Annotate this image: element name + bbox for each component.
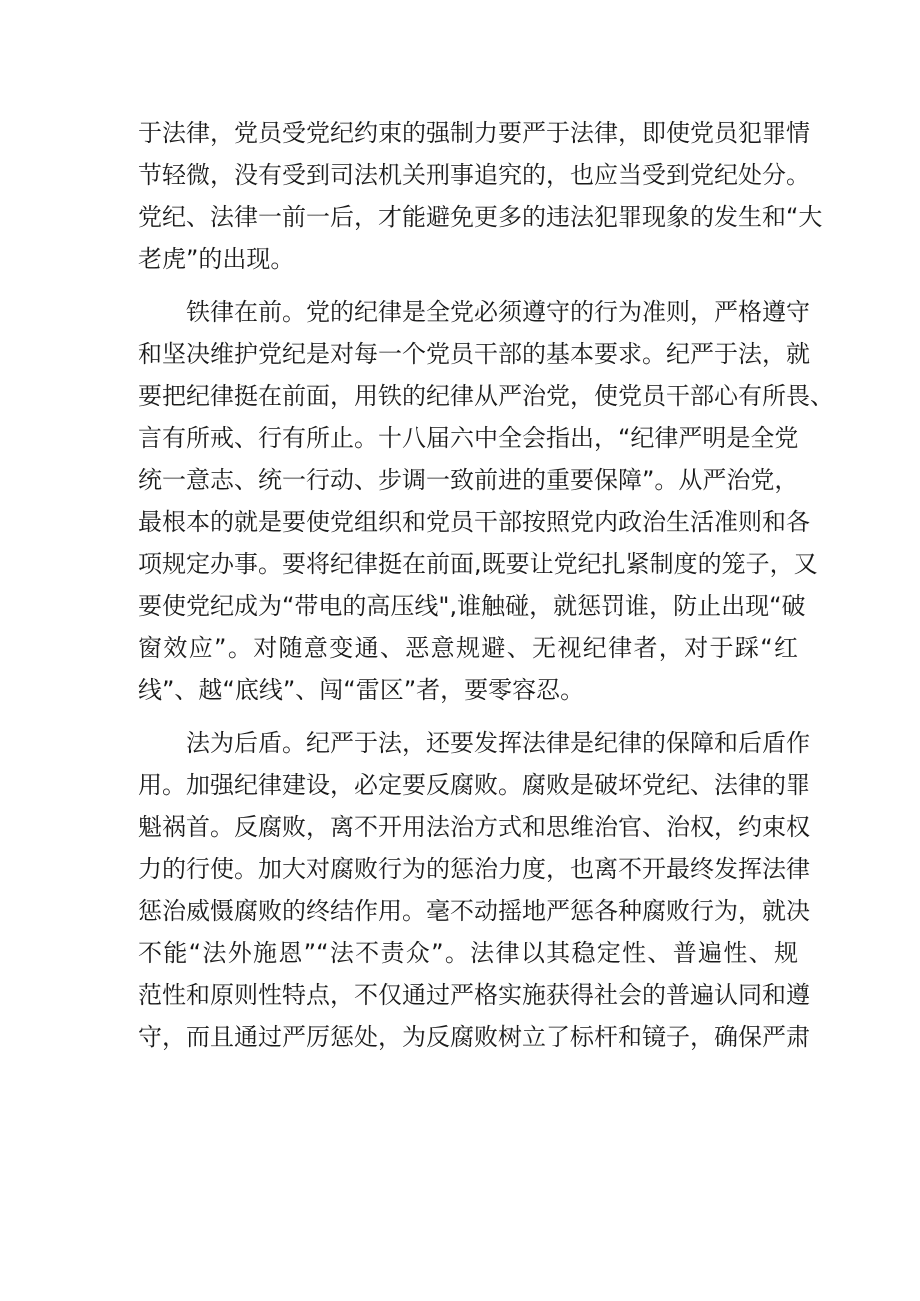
text-line: 力的行使。加大对腐败行为的惩治力度，也离不开最终发挥法律: [138, 855, 810, 883]
text-line: 于法律，党员受党纪约束的强制力要严于法律，即使党员犯罪情: [138, 119, 810, 147]
text-line: 法为后盾。纪严于法，还要发挥法律是纪律的保障和后盾作: [186, 729, 810, 757]
text-line: 范性和原则性特点，不仅通过严格实施获得社会的普遍认同和遵: [138, 981, 810, 1009]
document-body: [138, 112, 834, 1058]
text-line: 党纪、法律一前一后，才能避免更多的违法犯罪现象的发生和“大: [138, 203, 823, 231]
paragraph-gap: [138, 711, 798, 722]
text-line: 铁律在前。党的纪律是全党必须遵守的行为准则，严格遵守: [186, 298, 810, 326]
text-line: 言有所戒、行有所止。十八届六中全会指出，“纪律严明是全党: [138, 424, 799, 452]
text-line: 最根本的就是要使党组织和党员干部按照党内政治生活准则和各: [138, 508, 810, 536]
text-line: 不能“法外施恩”“法不责众”。法律以其稳定性、普遍性、规: [138, 939, 798, 967]
text-line: 用。加强纪律建设，必定要反腐败。腐败是破坏党纪、法律的罪: [138, 771, 810, 799]
text-line: 要把纪律挺在前面，用铁的纪律从严治党，使党员干部心有所畏、: [138, 382, 834, 410]
text-line: 惩治威慑腐败的终结作用。毫不动摇地严惩各种腐败行为，就决: [138, 897, 810, 925]
text-line: 魁祸首。反腐败，离不开用法治方式和思维治官、治权，约束权: [138, 813, 810, 841]
paragraph-gap: [138, 280, 798, 291]
text-line: 窗效应”。对随意变通、恶意规避、无视纪律者，对于踩“红: [138, 634, 798, 662]
text-line: 守，而且通过严厉惩处，为反腐败树立了标杆和镜子，确保严肃: [138, 1023, 810, 1051]
text-line: 统一意志、统一行动、步调一致前进的重要保障”。从严治党，: [138, 466, 799, 494]
text-line: 要使党纪成为“带电的高压线",谁触碰，就惩罚谁，防止出现“破: [138, 592, 806, 620]
text-line: 节轻微，没有受到司法机关刑事追究的，也应当受到党纪处分。: [138, 161, 810, 189]
text-line: 线”、越“底线”、闯“雷区”者，要零容忍。: [138, 676, 585, 704]
text-line: 项规定办事。要将纪律挺在前面,既要让党纪扎紧制度的笼子，又: [138, 550, 818, 578]
text-line: 和坚决维护党纪是对每一个党员干部的基本要求。纪严于法，就: [138, 340, 810, 368]
text-line: 老虎”的出现。: [138, 245, 295, 273]
